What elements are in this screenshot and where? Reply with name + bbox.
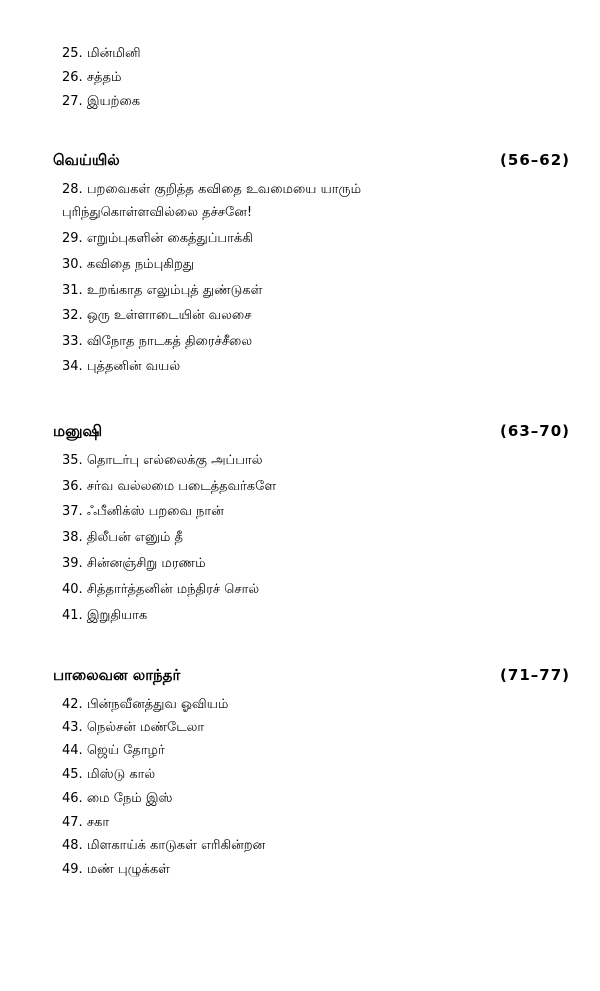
toc-item-title: பின்நவீனத்துவ ஓவியம் xyxy=(86,697,229,712)
toc-item xyxy=(62,528,183,548)
toc-item-number: 42. xyxy=(62,697,83,712)
toc-item xyxy=(62,554,206,574)
toc-item-number: 44. xyxy=(62,743,83,758)
toc-item-title: மண் புழுக்கள் xyxy=(86,862,170,877)
toc-item-title: ஜெய் தோழர் xyxy=(86,743,165,758)
toc-item xyxy=(62,836,265,856)
toc-item xyxy=(62,718,204,738)
toc-item-title: சித்தார்த்தனின் மந்திரச் சொல் xyxy=(86,582,260,597)
toc-item-number: 38. xyxy=(62,530,83,545)
toc-item-number: 47. xyxy=(62,815,83,830)
toc-item xyxy=(62,741,165,761)
toc-item-title: சத்தம் xyxy=(86,70,122,85)
toc-item-number: 39. xyxy=(62,556,83,571)
toc-item-title: இயற்கை xyxy=(86,94,141,109)
toc-item-number: 48. xyxy=(62,838,83,853)
toc-item xyxy=(62,502,224,522)
toc-item-title: புத்தனின் வயல் xyxy=(86,359,181,374)
toc-item-number: 26. xyxy=(62,70,83,85)
toc-item xyxy=(62,255,194,275)
toc-item-title: ஒரு உள்ளாடையின் வலசை xyxy=(86,308,252,323)
section-page-range: (56–62) xyxy=(500,151,570,169)
toc-item-title: ஃபீனிக்ஸ் பறவை நான் xyxy=(86,504,224,519)
toc-item-number: 34. xyxy=(62,359,83,374)
toc-item-number: 43. xyxy=(62,720,83,735)
toc-item xyxy=(62,332,252,352)
toc-item-number: 27. xyxy=(62,94,83,109)
toc-item-number: 40. xyxy=(62,582,83,597)
toc-item-number: 29. xyxy=(62,231,83,246)
toc-item xyxy=(62,44,141,64)
toc-item-number: 25. xyxy=(62,46,83,61)
toc-item-number: 31. xyxy=(62,283,83,298)
toc-item-title: இறுதியாக xyxy=(86,608,148,623)
toc-item-title: மை நேம் இஸ் xyxy=(86,791,173,806)
toc-item xyxy=(62,580,259,600)
toc-item xyxy=(62,477,276,497)
toc-item-title: சகா xyxy=(86,815,110,830)
toc-item xyxy=(62,695,228,715)
toc-item-continuation: புரிந்துகொள்ளவில்லை தச்சனே! xyxy=(62,205,253,220)
toc-item xyxy=(62,68,121,88)
section-heading: பாலைவன லாந்தர் xyxy=(53,666,181,684)
toc-item-number: 30. xyxy=(62,257,83,272)
toc-item xyxy=(62,789,173,809)
toc-item-title: மிளகாய்க் காடுகள் எரிகின்றன xyxy=(86,838,266,853)
toc-item-title: திலீபன் எனும் தீ xyxy=(86,530,183,545)
toc-item xyxy=(62,813,109,833)
toc-item-number: 36. xyxy=(62,479,83,494)
toc-item-number: 33. xyxy=(62,334,83,349)
toc-item-title: சின்னஞ்சிறு மரணம் xyxy=(86,556,206,571)
toc-item-title: உறங்காத எலும்புத் துண்டுகள் xyxy=(86,283,263,298)
section-heading: வெய்யில் xyxy=(53,151,120,169)
toc-item-title: விநோத நாடகத் திரைச்சீலை xyxy=(86,334,253,349)
section-page-range: (71–77) xyxy=(500,666,570,684)
toc-item xyxy=(62,451,262,471)
section-heading: மனுஷி xyxy=(53,422,103,440)
toc-item-number: 45. xyxy=(62,767,83,782)
toc-item xyxy=(62,357,180,377)
toc-item-title: மின்மினி xyxy=(86,46,141,61)
toc-item-number: 32. xyxy=(62,308,83,323)
toc-item-title: பறவைகள் குறித்த கவிதை உவமையை யாரும் xyxy=(86,182,362,197)
toc-item-number: 28. xyxy=(62,182,83,197)
toc-item-title: எறும்புகளின் கைத்துப்பாக்கி xyxy=(86,231,253,246)
toc-item xyxy=(62,765,155,785)
toc-item xyxy=(62,180,361,200)
toc-item-title: சர்வ வல்லமை படைத்தவர்களே xyxy=(86,479,277,494)
toc-item xyxy=(62,860,170,880)
toc-item xyxy=(62,281,262,301)
toc-item-number: 49. xyxy=(62,862,83,877)
toc-item xyxy=(62,229,253,249)
toc-item-number: 46. xyxy=(62,791,83,806)
toc-item xyxy=(62,92,140,112)
section-page-range: (63–70) xyxy=(500,422,570,440)
toc-item-number: 35. xyxy=(62,453,83,468)
toc-item-number: 41. xyxy=(62,608,83,623)
toc-item-title: தொடர்பு எல்லைக்கு அப்பால் xyxy=(86,453,263,468)
toc-item xyxy=(62,306,251,326)
toc-item-title: கவிதை நம்புகிறது xyxy=(86,257,195,272)
toc-item xyxy=(62,606,147,626)
toc-item-number: 37. xyxy=(62,504,83,519)
toc-item-title: மிஸ்டு கால் xyxy=(86,767,156,782)
toc-item-title: நெல்சன் மண்டேலா xyxy=(86,720,205,735)
